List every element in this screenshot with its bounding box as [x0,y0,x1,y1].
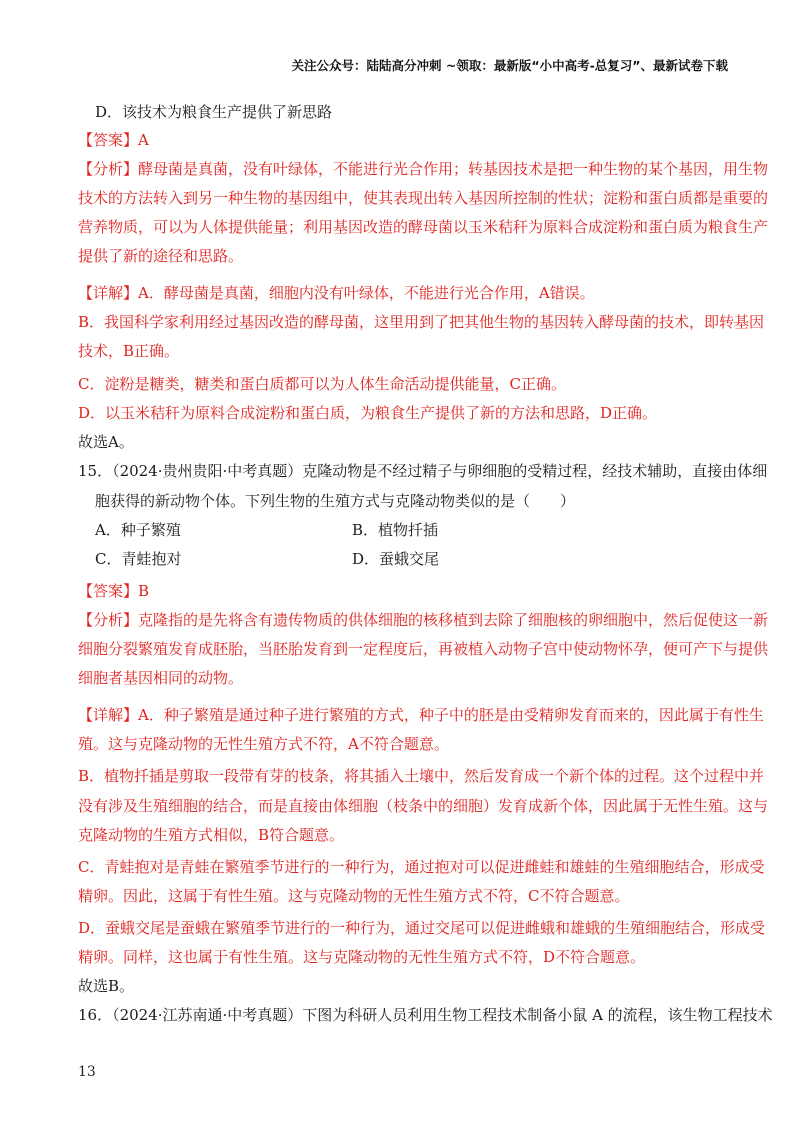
text-line [78,159,768,179]
text-line [78,918,765,938]
line-text: 16．（2024·江苏南通·中考真题）下图为科研人员利用生物工程技术制备小鼠 A 的流程，该生物工程技术 [78,1006,773,1024]
text-line [78,312,764,332]
text-line [78,217,768,237]
text-line [78,734,449,754]
text-line [78,886,629,906]
line-text: 15．（2024·贵州贵阳·中考真题）克隆动物是不经过精子与卵细胞的受精过程，经技术辅助，直接由体细 [78,462,768,480]
line-text: D．以玉米秸秆为原料合成淀粉和蛋白质，为粮食生产提供了新的方法和思路，D正确。 [78,404,658,422]
page-number: 13 [78,1064,96,1080]
page-header: 关注公众号：陆陆高分冲刺 ~领取：最新版“小中高考-总复习”、最新试卷下载 [291,58,728,73]
line-text: 细胞分裂繁殖发育成胚胎，当胚胎发育到一定程度后，再被植入动物子宫中使动物怀孕，便可产下与提供 [78,640,769,658]
text-line [78,766,764,786]
text-line [78,246,243,266]
line-text: B．植物扦插是剪取一段带有芽的枝条，将其插入土壤中，然后发育成一个新个体的过程。这个过程中并 [78,767,765,785]
text-line [78,188,768,208]
line-text: A．种子繁殖是通过种子进行繁殖的方式，种子中的胚是由受精卵发育而来的，因此属于有性生 [138,706,764,724]
line-text: 殖。这与克隆动物的无性生殖方式不符，A不符合题意。 [78,735,449,753]
line-text: B．我国科学家利用经过基因改造的酵母菌，这里用到了把其他生物的基因转入酵母菌的技术，即转基因 [78,313,765,331]
line-text: A [138,131,149,149]
text-line [78,825,344,845]
section-tag: 【详解】 [78,706,139,724]
line-text: 故选A。 [78,433,134,451]
line-text: 酵母菌是真菌，没有叶绿体，不能进行光合作用；转基因技术是把一种生物的某个基因，用生物 [138,160,769,178]
line-text: 精卵。同样，这也属于有性生殖。这与克隆动物的无性生殖方式不符，D不符合题意。 [78,948,646,966]
text-line [78,857,764,877]
text-line [95,520,181,540]
line-text: C．青蛙抱对是青蛙在繁殖季节进行的一种行为，通过抱对可以促进雌蛙和雄蛙的生殖细胞结合，形成受 [78,858,765,876]
line-text: D．蚕蛾交尾是蚕蛾在繁殖季节进行的一种行为，通过交尾可以促进雌蛾和雄蛾的生殖细胞结合，形成受 [78,919,766,937]
text-line [95,102,332,122]
text-line [78,639,768,659]
option-text: D．蚕蛾交尾 [352,550,440,568]
text-line [95,491,575,511]
text-line [78,374,566,394]
section-tag: 【分析】 [78,611,139,629]
line-text: 克隆动物的生殖方式相似，B符合题意。 [78,826,345,844]
line-text: 细胞者基因相同的动物。 [78,669,244,687]
text-line [78,705,764,725]
line-text: 胞获得的新动物个体。下列生物的生殖方式与克隆动物类似的是（ ） [95,492,576,510]
text-line [78,610,768,630]
section-tag: 【详解】 [78,284,139,302]
line-text: 精卵。因此，这属于有性生殖。这与克隆动物的无性生殖方式不符，C不符合题意。 [78,887,630,905]
line-text: A．酵母菌是真菌，细胞内没有叶绿体，不能进行光合作用，A错误。 [138,284,595,302]
line-text: C．青蛙抱对 [95,550,182,568]
line-text: 技术，B正确。 [78,342,180,360]
line-text: B [138,582,150,600]
section-tag: 【答案】 [78,582,139,600]
text-line [78,341,179,361]
text-line [78,976,134,996]
line-text: 提供了新的途径和思路。 [78,247,244,265]
text-line [78,461,767,481]
line-text: 技术的方法转入到另一种生物的基因组中，使其表现出转入基因所控制的性状；淀粉和蛋白质都是重要的 [78,189,769,207]
section-tag: 【分析】 [78,160,139,178]
line-text: 故选B。 [78,977,135,995]
line-text: D．该技术为粮食生产提供了新思路 [95,103,333,121]
text-line [78,796,768,816]
text-line [78,581,149,601]
option-text: B．植物扦插 [352,521,439,539]
line-text: C．淀粉是糖类，糖类和蛋白质都可以为人体生命活动提供能量，C正确。 [78,375,566,393]
text-line [78,432,134,452]
line-text: A．种子繁殖 [95,521,181,539]
text-line [78,130,149,150]
text-line [78,283,595,303]
text-line [78,403,657,423]
line-text: 克隆指的是先将含有遗传物质的供体细胞的核移植到去除了细胞核的卵细胞中，然后促使这一新 [138,611,769,629]
section-tag: 【答案】 [78,131,139,149]
line-text: 营养物质，可以为人体提供能量；利用基因改造的酵母菌以玉米秸秆为原料合成淀粉和蛋白质为粮食生产 [78,218,769,236]
text-line [78,668,243,688]
text-line [95,549,181,569]
line-text: 没有涉及生殖细胞的结合，而是直接由体细胞（枝条中的细胞）发育成新个体，因此属于无性生殖。这与 [78,797,769,815]
text-line [78,1005,773,1025]
text-line [78,947,645,967]
